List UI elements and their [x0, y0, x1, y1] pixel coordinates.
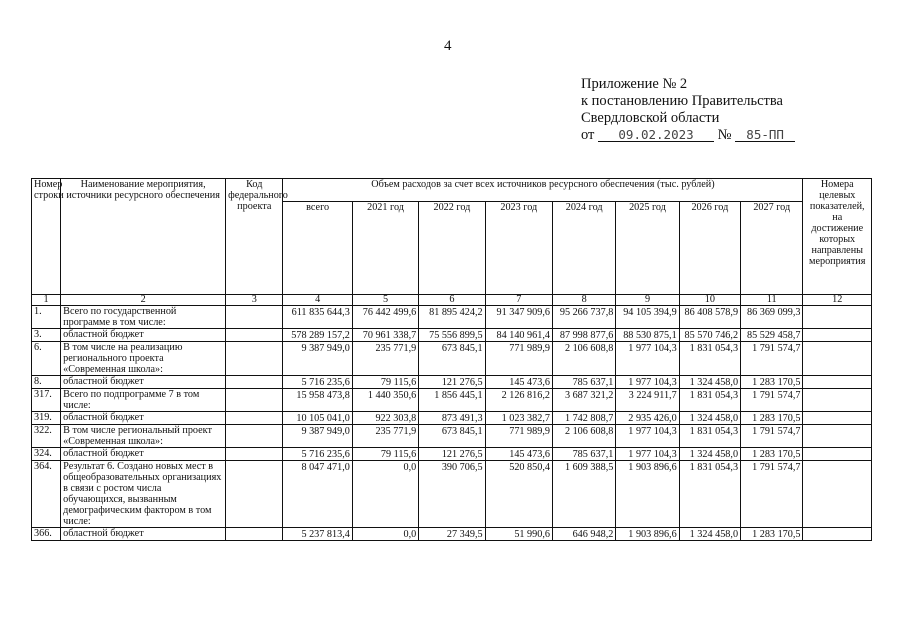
row-name-cell: областной бюджет — [61, 412, 226, 425]
value-cell-2026: 1 324 458,0 — [679, 376, 740, 389]
appendix-title: Приложение № 2 — [581, 76, 688, 92]
row-code-cell — [226, 329, 283, 342]
row-name-cell: Всего по подпрограмме 7 в том числе: — [61, 389, 226, 412]
table-row — [32, 389, 872, 412]
value-cell-2023: 1 023 382,7 — [485, 412, 552, 425]
value-cell-2023: 771 989,9 — [485, 342, 552, 376]
value-cell-2025: 2 935 426,0 — [616, 412, 679, 425]
value-cell-total: 8 047 471,0 — [283, 461, 352, 528]
value-cell-2022: 1 856 445,1 — [419, 389, 485, 412]
row-targets-cell — [803, 412, 872, 425]
value-cell-2026: 1 831 054,3 — [679, 461, 740, 528]
table-row — [32, 448, 872, 461]
value-cell-total: 10 105 041,0 — [283, 412, 352, 425]
value-cell-2021: 1 440 350,6 — [352, 389, 418, 412]
appendix-date-line — [581, 127, 795, 144]
value-cell-2021: 235 771,9 — [352, 342, 418, 376]
header-2021: 2021 год — [352, 202, 418, 295]
value-cell-2023: 51 990,6 — [485, 528, 552, 541]
value-cell-2025: 94 105 394,9 — [616, 306, 679, 329]
from-label: от — [581, 127, 595, 143]
value-cell-2021: 235 771,9 — [352, 425, 418, 448]
value-cell-2027: 1 283 170,5 — [741, 448, 803, 461]
value-cell-2025: 88 530 875,1 — [616, 329, 679, 342]
value-cell-2027: 1 283 170,5 — [741, 528, 803, 541]
row-name-cell: Результат 6. Создано новых мест в общеобразовательных организациях в связи с ростом числа обучающихся, вызванным демографическим фактором в том числе: — [61, 461, 226, 528]
value-cell-2022: 673 845,1 — [419, 425, 485, 448]
value-cell-2022: 121 276,5 — [419, 376, 485, 389]
row-targets-cell — [803, 448, 872, 461]
value-cell-2024: 1 742 808,7 — [552, 412, 615, 425]
row-name-cell: В том числе региональный проект «Современная школа»: — [61, 425, 226, 448]
value-cell-2024: 2 106 608,8 — [552, 425, 615, 448]
row-code-cell — [226, 461, 283, 528]
value-cell-2027: 86 369 099,3 — [741, 306, 803, 329]
column-number: 11 — [741, 295, 803, 306]
value-cell-2022: 390 706,5 — [419, 461, 485, 528]
value-cell-2023: 91 347 909,6 — [485, 306, 552, 329]
value-cell-2022: 75 556 899,5 — [419, 329, 485, 342]
header-row-1 — [32, 179, 872, 202]
table-row — [32, 329, 872, 342]
header-2022: 2022 год — [419, 202, 485, 295]
row-name-cell: областной бюджет — [61, 329, 226, 342]
header-targets: Номера целевых показателей, на достижение которых направлены мероприятия — [803, 179, 872, 295]
value-cell-2026: 1 831 054,3 — [679, 425, 740, 448]
value-cell-2022: 81 895 424,2 — [419, 306, 485, 329]
column-number: 9 — [616, 295, 679, 306]
column-number: 4 — [283, 295, 352, 306]
header-row-number: Номер строки — [32, 179, 61, 295]
column-number: 12 — [803, 295, 872, 306]
row-targets-cell — [803, 389, 872, 412]
column-number: 2 — [61, 295, 226, 306]
resource-table — [31, 178, 872, 541]
row-number-cell: 366. — [32, 528, 61, 541]
value-cell-2022: 121 276,5 — [419, 448, 485, 461]
resolution-date: 09.02.2023 — [598, 128, 714, 142]
value-cell-2025: 1 903 896,6 — [616, 461, 679, 528]
appendix-header — [581, 76, 795, 144]
value-cell-2027: 1 791 574,7 — [741, 389, 803, 412]
row-name-cell: областной бюджет — [61, 528, 226, 541]
header-2025: 2025 год — [616, 202, 679, 295]
value-cell-2021: 922 303,8 — [352, 412, 418, 425]
value-cell-2023: 84 140 961,4 — [485, 329, 552, 342]
value-cell-2025: 1 977 104,3 — [616, 376, 679, 389]
row-name-cell: Всего по государственной программе в том числе: — [61, 306, 226, 329]
column-numbers-row — [32, 295, 872, 306]
row-code-cell — [226, 306, 283, 329]
value-cell-2026: 1 831 054,3 — [679, 342, 740, 376]
row-name-cell: областной бюджет — [61, 376, 226, 389]
row-number-cell: 1. — [32, 306, 61, 329]
value-cell-2024: 2 106 608,8 — [552, 342, 615, 376]
page-number: 4 — [444, 38, 452, 54]
value-cell-2024: 95 266 737,8 — [552, 306, 615, 329]
value-cell-2024: 646 948,2 — [552, 528, 615, 541]
table-row — [32, 376, 872, 389]
value-cell-2026: 86 408 578,9 — [679, 306, 740, 329]
value-cell-total: 9 387 949,0 — [283, 342, 352, 376]
value-cell-total: 5 237 813,4 — [283, 528, 352, 541]
header-2026: 2026 год — [679, 202, 740, 295]
value-cell-total: 15 958 473,8 — [283, 389, 352, 412]
header-2027: 2027 год — [741, 202, 803, 295]
header-code: Код федерального проекта — [226, 179, 283, 295]
column-number: 5 — [352, 295, 418, 306]
row-name-cell: областной бюджет — [61, 448, 226, 461]
table-row — [32, 342, 872, 376]
row-targets-cell — [803, 425, 872, 448]
value-cell-total: 578 289 157,2 — [283, 329, 352, 342]
value-cell-2021: 0,0 — [352, 461, 418, 528]
row-targets-cell — [803, 306, 872, 329]
row-number-cell: 324. — [32, 448, 61, 461]
value-cell-2021: 79 115,6 — [352, 376, 418, 389]
table-row — [32, 528, 872, 541]
value-cell-2025: 1 903 896,6 — [616, 528, 679, 541]
value-cell-2027: 1 791 574,7 — [741, 342, 803, 376]
row-number-cell: 319. — [32, 412, 61, 425]
table-row — [32, 306, 872, 329]
value-cell-2025: 1 977 104,3 — [616, 425, 679, 448]
row-code-cell — [226, 389, 283, 412]
row-number-cell: 3. — [32, 329, 61, 342]
row-number-cell: 364. — [32, 461, 61, 528]
value-cell-2024: 3 687 321,2 — [552, 389, 615, 412]
column-number: 1 — [32, 295, 61, 306]
value-cell-2027: 1 791 574,7 — [741, 461, 803, 528]
value-cell-2022: 27 349,5 — [419, 528, 485, 541]
value-cell-2021: 76 442 499,6 — [352, 306, 418, 329]
value-cell-2027: 1 283 170,5 — [741, 376, 803, 389]
value-cell-2027: 85 529 458,7 — [741, 329, 803, 342]
row-code-cell — [226, 425, 283, 448]
value-cell-total: 5 716 235,6 — [283, 376, 352, 389]
value-cell-2027: 1 283 170,5 — [741, 412, 803, 425]
value-cell-2022: 873 491,3 — [419, 412, 485, 425]
row-number-cell: 6. — [32, 342, 61, 376]
value-cell-2024: 87 998 877,6 — [552, 329, 615, 342]
value-cell-total: 9 387 949,0 — [283, 425, 352, 448]
column-number: 3 — [226, 295, 283, 306]
row-number-cell: 322. — [32, 425, 61, 448]
value-cell-2023: 145 473,6 — [485, 376, 552, 389]
value-cell-2024: 785 637,1 — [552, 376, 615, 389]
header-volume: Объем расходов за счет всех источников ресурсного обеспечения (тыс. рублей) — [283, 179, 803, 202]
value-cell-2023: 145 473,6 — [485, 448, 552, 461]
table-row — [32, 425, 872, 448]
value-cell-2026: 1 324 458,0 — [679, 528, 740, 541]
value-cell-2025: 3 224 911,7 — [616, 389, 679, 412]
row-number-cell: 8. — [32, 376, 61, 389]
value-cell-2023: 2 126 816,2 — [485, 389, 552, 412]
number-label: № — [717, 127, 732, 143]
row-code-cell — [226, 376, 283, 389]
table-row — [32, 412, 872, 425]
row-targets-cell — [803, 461, 872, 528]
value-cell-2026: 85 570 746,2 — [679, 329, 740, 342]
row-targets-cell — [803, 329, 872, 342]
appendix-region: Свердловской области — [581, 110, 720, 126]
appendix-subtitle: к постановлению Правительства — [581, 93, 783, 109]
row-code-cell — [226, 412, 283, 425]
value-cell-2024: 785 637,1 — [552, 448, 615, 461]
value-cell-2021: 70 961 338,7 — [352, 329, 418, 342]
resolution-number: 85-ПП — [735, 128, 795, 142]
row-code-cell — [226, 342, 283, 376]
value-cell-2025: 1 977 104,3 — [616, 342, 679, 376]
column-number: 6 — [419, 295, 485, 306]
header-total: всего — [283, 202, 352, 295]
header-2023: 2023 год — [485, 202, 552, 295]
value-cell-total: 5 716 235,6 — [283, 448, 352, 461]
value-cell-2021: 0,0 — [352, 528, 418, 541]
value-cell-2026: 1 831 054,3 — [679, 389, 740, 412]
value-cell-2023: 520 850,4 — [485, 461, 552, 528]
row-targets-cell — [803, 528, 872, 541]
value-cell-total: 611 835 644,3 — [283, 306, 352, 329]
row-targets-cell — [803, 376, 872, 389]
row-code-cell — [226, 528, 283, 541]
value-cell-2022: 673 845,1 — [419, 342, 485, 376]
row-code-cell — [226, 448, 283, 461]
header-2024: 2024 год — [552, 202, 615, 295]
row-number-cell: 317. — [32, 389, 61, 412]
row-targets-cell — [803, 342, 872, 376]
value-cell-2025: 1 977 104,3 — [616, 448, 679, 461]
column-number: 10 — [679, 295, 740, 306]
column-number: 8 — [552, 295, 615, 306]
row-name-cell: В том числе на реализацию регионального проекта «Современная школа»: — [61, 342, 226, 376]
column-number: 7 — [485, 295, 552, 306]
value-cell-2021: 79 115,6 — [352, 448, 418, 461]
value-cell-2026: 1 324 458,0 — [679, 448, 740, 461]
value-cell-2027: 1 791 574,7 — [741, 425, 803, 448]
value-cell-2026: 1 324 458,0 — [679, 412, 740, 425]
value-cell-2024: 1 609 388,5 — [552, 461, 615, 528]
table-row — [32, 461, 872, 528]
header-name: Наименование мероприятия, источники ресурсного обеспечения — [61, 179, 226, 295]
value-cell-2023: 771 989,9 — [485, 425, 552, 448]
